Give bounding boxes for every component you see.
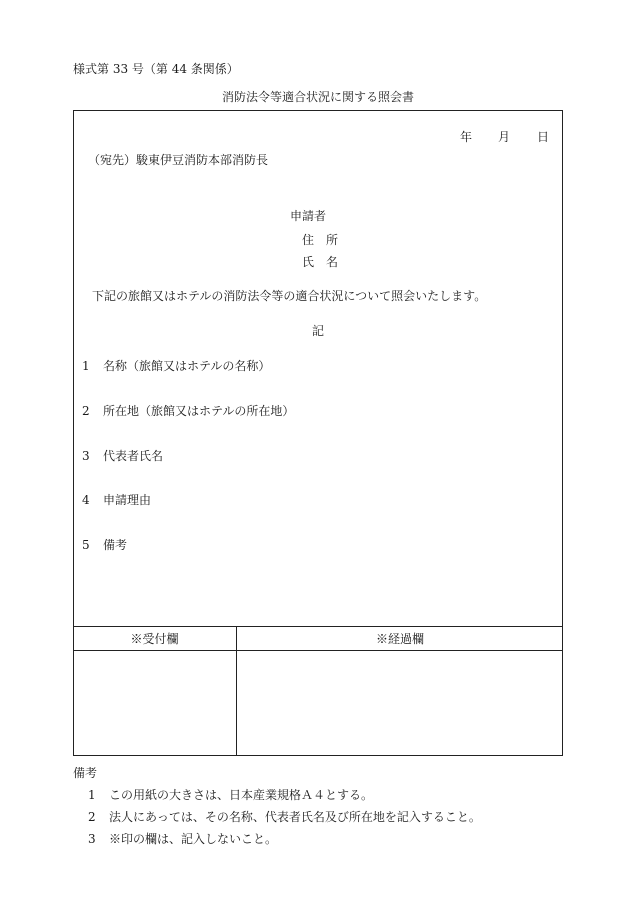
table-column-divider [236,627,237,756]
remark-text: 法人にあっては、その名称、代表者氏名及び所在地を記入すること。 [109,810,481,824]
item-label: 代表者氏名 [103,449,164,463]
item-number: 3 [82,449,90,463]
item-number: 1 [82,359,90,373]
date-year: 年 [460,130,473,144]
item-label: 備考 [103,538,128,552]
progress-column-header: ※経過欄 [375,632,424,646]
applicant-address: 住 所 [302,233,339,247]
table-top-divider [73,626,563,627]
body-text: 下記の旅館又はホテルの消防法令等の適合状況について照会いたします。 [92,289,487,303]
ki-label: 記 [312,324,325,338]
remarks-title: 備考 [73,766,98,780]
table-header-divider [73,650,563,651]
item-label: 名称（旅館又はホテルの名称） [103,359,271,373]
remark-number: 2 [88,810,96,824]
item-label: 所在地（旅館又はホテルの所在地） [103,404,295,418]
remark-number: 1 [88,788,96,802]
remark-text: ※印の欄は、記入しないこと。 [109,832,278,846]
item-label: 申請理由 [103,493,152,507]
reception-column-header: ※受付欄 [130,632,179,646]
remark-text: この用紙の大きさは、日本産業規格Ａ４とする。 [109,788,374,802]
item-number: 4 [82,493,90,507]
date-month: 月 [498,130,511,144]
form-number: 様式第 33 号（第 44 条関係） [73,62,239,76]
date-day: 日 [537,130,550,144]
addressee: （宛先）駿東伊豆消防本部消防長 [88,153,269,167]
item-number: 2 [82,404,90,418]
form-frame [73,110,563,756]
remark-number: 3 [88,832,96,846]
applicant-name: 氏 名 [302,255,339,269]
applicant-label: 申請者 [290,209,327,223]
item-number: 5 [82,538,90,552]
document-title: 消防法令等適合状況に関する照会書 [221,90,414,104]
